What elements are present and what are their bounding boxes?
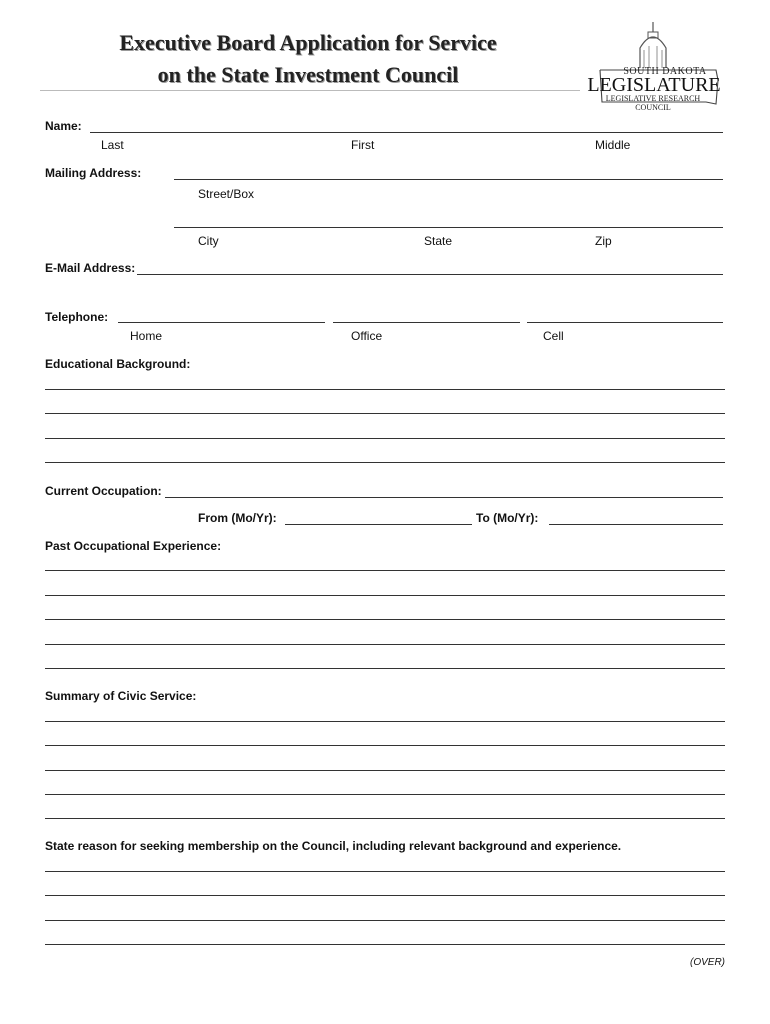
civic-service-line[interactable]: [45, 721, 725, 722]
reason-line[interactable]: [45, 895, 725, 896]
title-rule: [40, 90, 580, 91]
reason-line[interactable]: [45, 871, 725, 872]
occupation-label: Current Occupation:: [45, 484, 162, 498]
from-label: From (Mo/Yr):: [198, 511, 277, 525]
past-experience-line[interactable]: [45, 570, 725, 571]
email-field[interactable]: [137, 274, 723, 275]
logo-line-1: SOUTH DAKOTA: [623, 66, 707, 77]
from-field[interactable]: [285, 524, 472, 525]
name-sub-last: Last: [101, 138, 124, 152]
name-sub-middle: Middle: [595, 138, 631, 152]
to-label: To (Mo/Yr):: [476, 511, 539, 525]
telephone-sub-home: Home: [130, 329, 163, 343]
civic-service-line[interactable]: [45, 794, 725, 795]
telephone-label: Telephone:: [45, 310, 109, 324]
education-label: Educational Background:: [45, 357, 191, 371]
civic-service-line[interactable]: [45, 818, 725, 819]
email-label: E-Mail Address:: [45, 261, 136, 275]
logo-line-2: LEGISLATURE: [587, 74, 721, 96]
over-note: (OVER): [690, 957, 725, 968]
street-field[interactable]: [174, 179, 723, 180]
education-line[interactable]: [45, 413, 725, 414]
form-title-line-1: Executive Board Application for Service: [119, 30, 497, 55]
name-field[interactable]: [90, 132, 723, 133]
name-label: Name:: [45, 119, 82, 133]
mailing-sub-state: State: [424, 234, 453, 248]
city-state-zip-field[interactable]: [174, 227, 723, 228]
past-experience-line[interactable]: [45, 595, 725, 596]
cell-phone-field[interactable]: [527, 322, 723, 323]
home-phone-field[interactable]: [118, 322, 325, 323]
past-experience-line[interactable]: [45, 644, 725, 645]
reason-line[interactable]: [45, 944, 725, 945]
education-line[interactable]: [45, 389, 725, 390]
education-line[interactable]: [45, 438, 725, 439]
civic-service-line[interactable]: [45, 745, 725, 746]
mailing-label: Mailing Address:: [45, 166, 142, 180]
past-experience-line[interactable]: [45, 619, 725, 620]
civic-service-line[interactable]: [45, 770, 725, 771]
logo-line-3: LEGISLATIVE RESEARCH COUNCIL: [605, 94, 701, 112]
mailing-sub-street: Street/Box: [198, 187, 255, 201]
mailing-sub-city: City: [198, 234, 219, 248]
reason-label: State reason for seeking membership on the Council, including relevant background and experience.: [45, 839, 622, 853]
telephone-sub-office: Office: [351, 329, 383, 343]
past-experience-line[interactable]: [45, 668, 725, 669]
civic-service-label: Summary of Civic Service:: [45, 689, 197, 703]
past-experience-label: Past Occupational Experience:: [45, 539, 222, 553]
office-phone-field[interactable]: [333, 322, 520, 323]
mailing-sub-zip: Zip: [595, 234, 612, 248]
telephone-sub-cell: Cell: [543, 329, 564, 343]
name-sub-first: First: [351, 138, 375, 152]
reason-line[interactable]: [45, 920, 725, 921]
form-title-line-2: on the State Investment Council: [157, 62, 459, 87]
education-line[interactable]: [45, 462, 725, 463]
occupation-field[interactable]: [165, 497, 723, 498]
to-field[interactable]: [549, 524, 723, 525]
